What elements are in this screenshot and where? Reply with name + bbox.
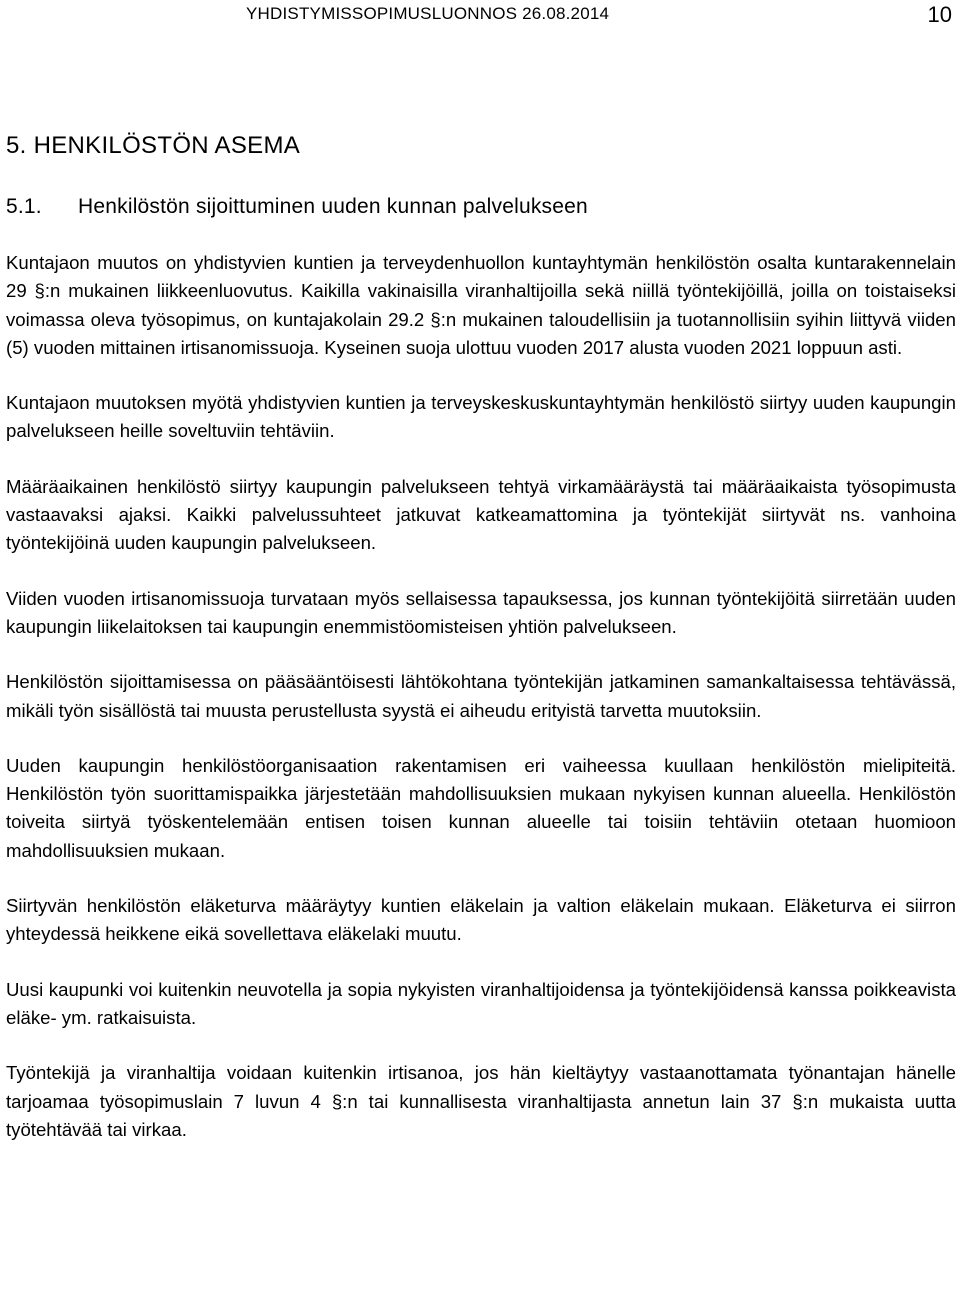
paragraph: Uuden kaupungin henkilöstöorganisaation rakentamisen eri vaiheessa kuullaan henkilöstön mielipiteitä. Henkilöstön työn suorittamispaikka järjestetään mahdollisuuksien mukaan nykyisen kunnan alueella. Henkilöstön toiveita siirtyä työskentelemään entisen toisen kunnan alueelle tai toisiin tehtäviin otetaan huomioon mahdollisuuksien mukaan. bbox=[6, 754, 956, 861]
document-title: YHDISTYMISSOPIMUSLUONNOS 26.08.2014 bbox=[246, 4, 610, 23]
paragraph: Työntekijä ja viranhaltija voidaan kuitenkin irtisanoa, jos hän kieltäytyy vastaanottamata työnantajan hänelle tarjoamaa työsopimuslain 7 luvun 4 §:n tai kunnallisesta viranhaltijasta annetun lain 37 §:n mukaista uutta työtehtävää tai virkaa. bbox=[6, 1062, 956, 1140]
paragraph: Määräaikainen henkilöstö siirtyy kaupungin palvelukseen tehtyä virkamääräystä tai määräaikaista työsopimusta vastaavaksi ajaksi. Kaikki palvelussuhteet jatkuvat katkeamattomina ja työntekijät siirtyvät ns. vanhoina työntekijöinä uuden kaupungin palvelukseen. bbox=[6, 475, 956, 554]
paragraph: Henkilöstön sijoittamisessa on pääsääntöisesti lähtökohtana työntekijän jatkaminen samankaltaisessa tehtävässä, mikäli työn sisällöstä tai muusta perustellusta syystä ei aiheudu erityistä tarvetta muutoksiin. bbox=[6, 671, 956, 721]
paragraph: Viiden vuoden irtisanomissuoja turvataan myös sellaisessa tapauksessa, jos kunnan työntekijöitä siirretään uuden kaupungin liikelaitoksen tai kaupungin enemmistöomisteisen yhtiön palvelukseen. bbox=[6, 587, 956, 637]
paragraph: Kuntajaon muutoksen myötä yhdistyvien kuntien ja terveyskeskuskuntayhtymän henkilöstö siirtyy uuden kaupungin palvelukseen heille soveltuviin tehtäviin. bbox=[6, 392, 956, 442]
section-heading: 5. HENKILÖSTÖN ASEMA bbox=[6, 132, 301, 159]
page-number: 10 bbox=[927, 2, 952, 27]
paragraph: Kuntajaon muutos on yhdistyvien kuntien ja terveydenhuollon kuntayhtymän henkilöstön osalta kuntarakennelain 29 §:n mukainen liikkeenluovutus. Kaikilla vakinaisilla viranhaltijoilla sekä niillä työntekijöillä, joilla on toistaiseksi voimassa oleva työsopimus, on kuntajakolain 29.2 §:n mukainen taloudellisiin ja tuotannollisiin syihin liittyvä viiden (5) vuoden mittainen irtisanomissuoja. Kyseinen suoja ulottuu vuoden 2017 alusta vuoden 2021 loppuun asti. bbox=[6, 252, 956, 358]
page-header bbox=[0, 2, 960, 32]
subsection-heading bbox=[6, 195, 588, 219]
subsection-number: 5.1. bbox=[6, 195, 42, 218]
paragraph: Uusi kaupunki voi kuitenkin neuvotella ja sopia nykyisten viranhaltijoidensa ja työntekijöidensä kanssa poikkeavista eläke- ym. ratkaisuista. bbox=[6, 978, 956, 1028]
body-text bbox=[6, 249, 956, 1171]
paragraph: Siirtyvän henkilöstön eläketurva määräytyy kuntien eläkelain ja valtion eläkelain mukaan. Eläketurva ei siirron yhteydessä heikkene eikä sovellettava eläkelaki muutu. bbox=[6, 895, 956, 945]
subsection-title: Henkilöstön sijoittuminen uuden kunnan palvelukseen bbox=[78, 195, 588, 218]
